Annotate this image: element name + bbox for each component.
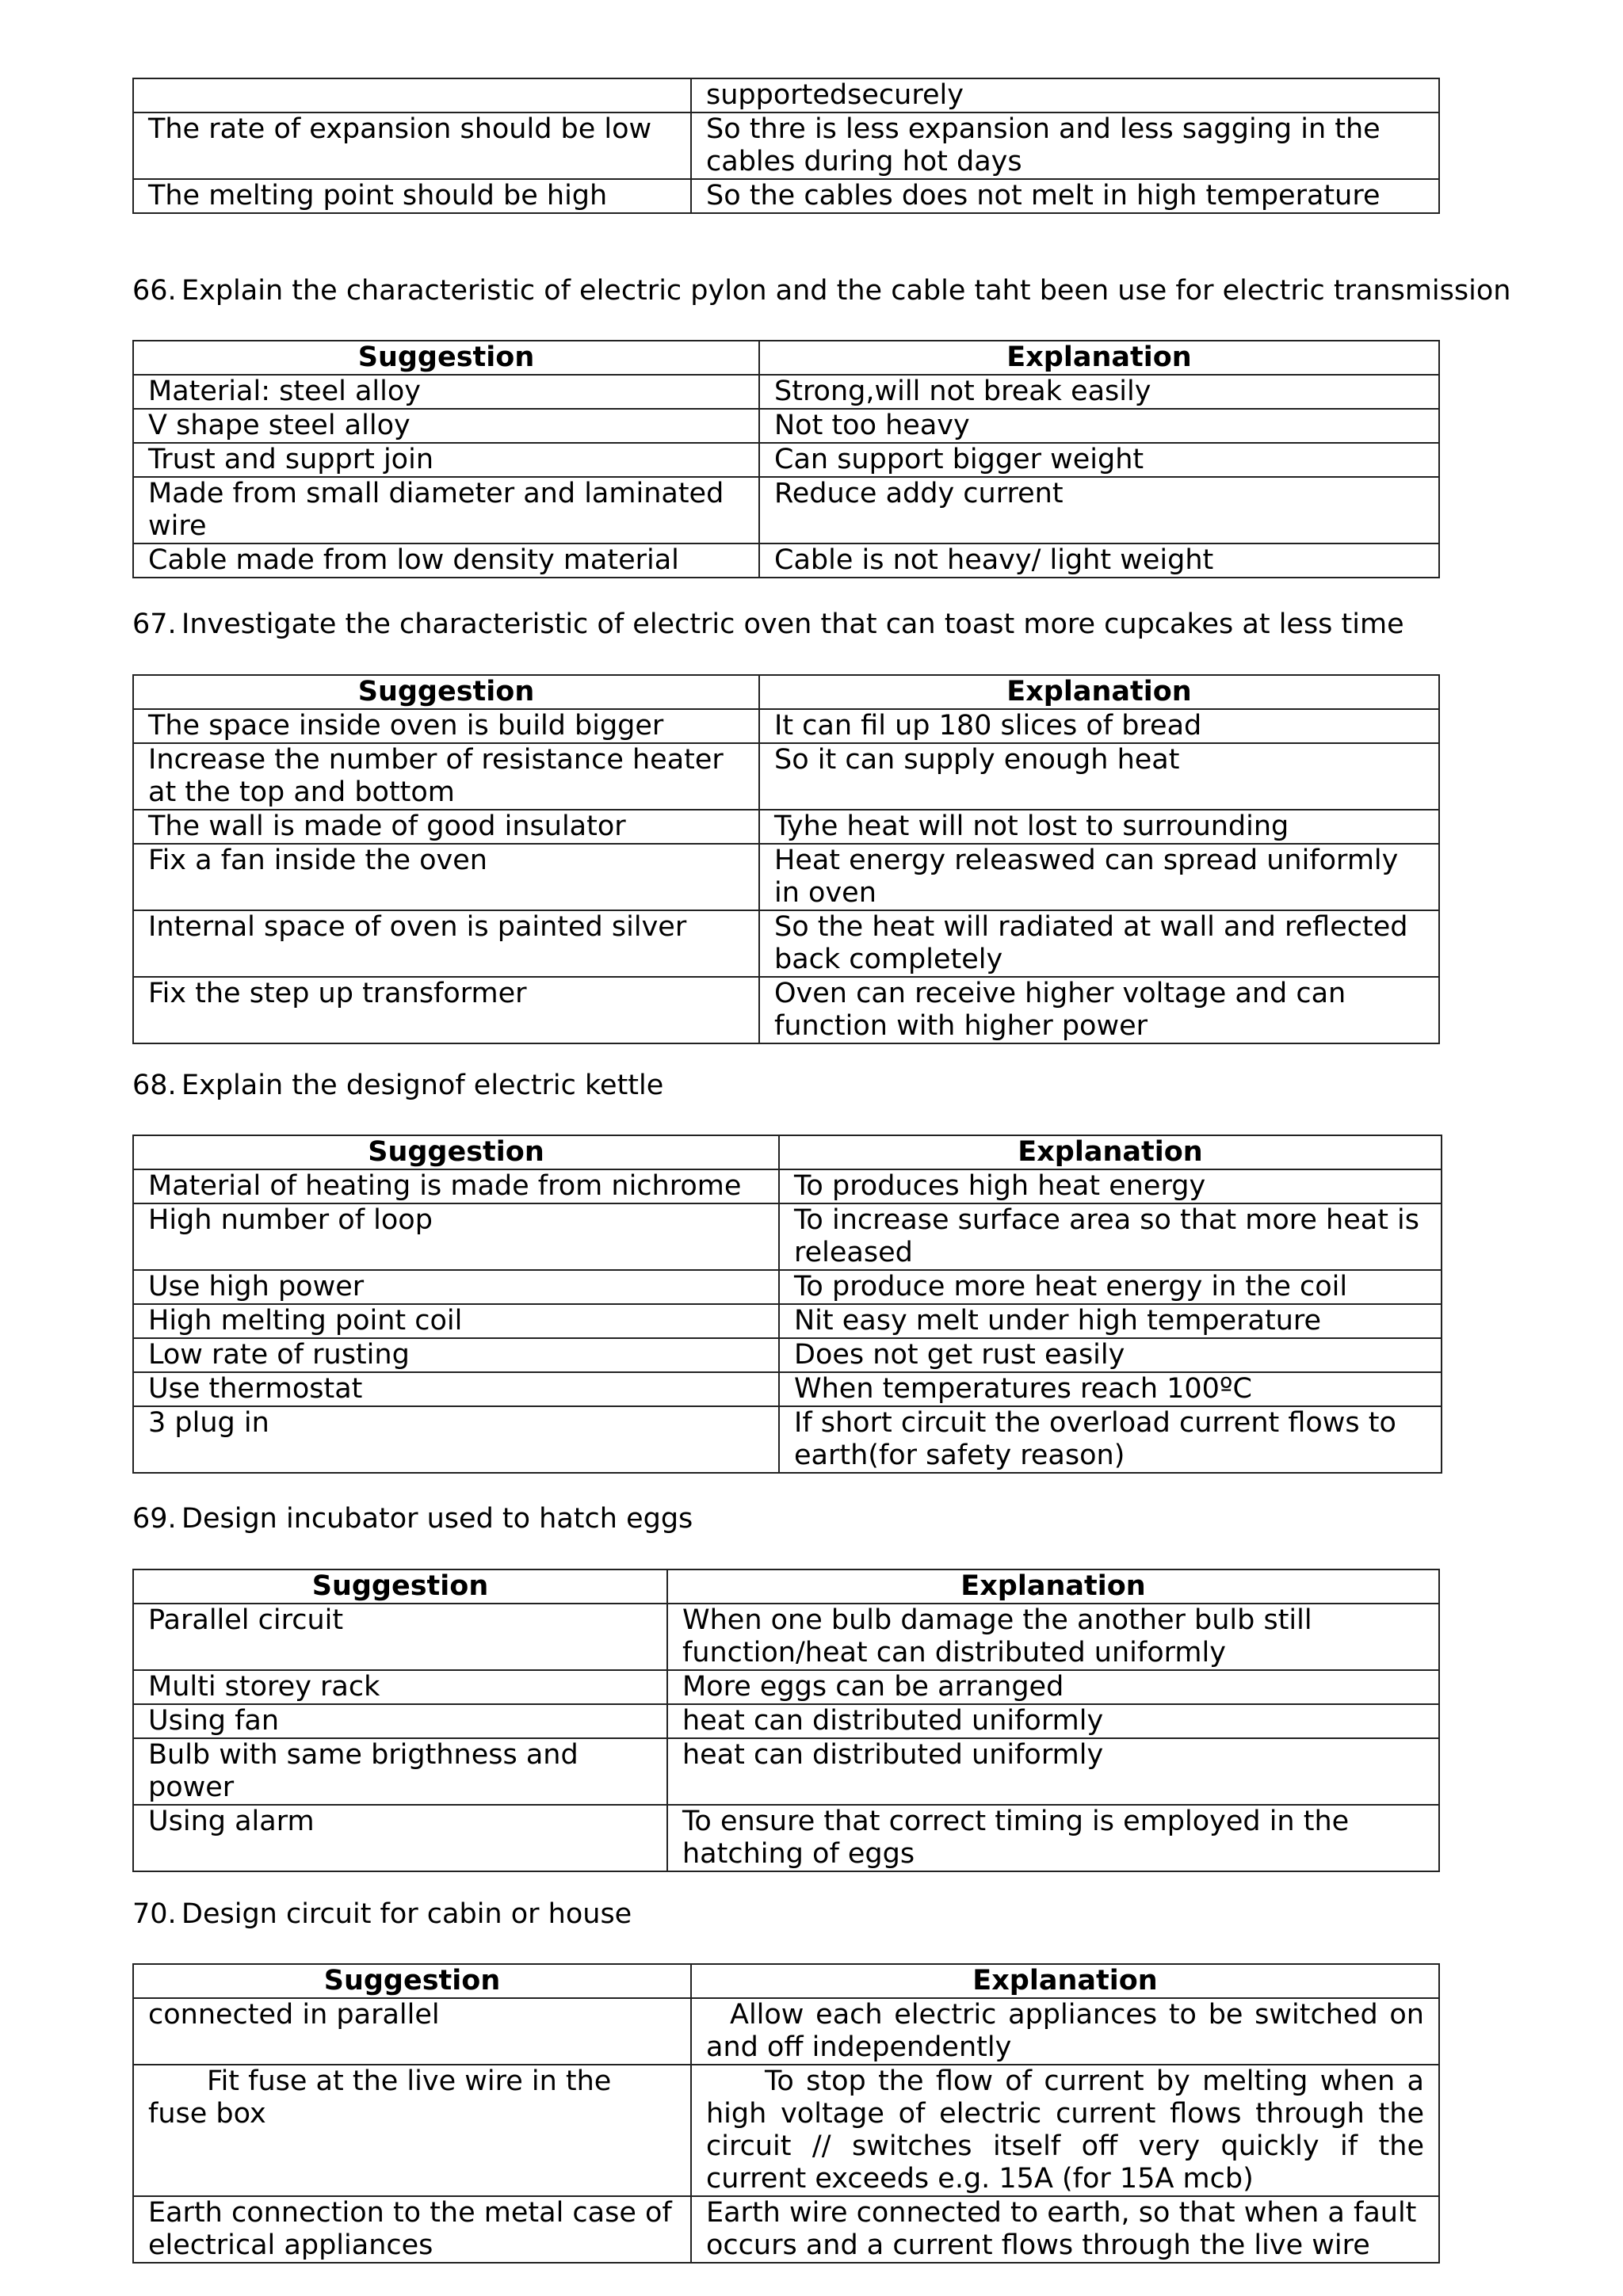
table-cell: Fix the step up transformer: [133, 977, 759, 1043]
table-cell: High melting point coil: [133, 1304, 779, 1338]
column-header: Suggestion: [133, 675, 759, 709]
question-number: 69.: [132, 1503, 177, 1535]
question-67: [132, 608, 1404, 641]
table-cell: V shape steel alloy: [133, 409, 759, 443]
table-header-row: [133, 341, 1439, 375]
table-cell: Does not get rust easily: [779, 1338, 1442, 1372]
column-header: Explanation: [667, 1569, 1439, 1604]
question-number: 66.: [132, 275, 177, 307]
table-row: [133, 709, 1439, 743]
question-number: 67.: [132, 608, 177, 640]
q70-table-container: [132, 1963, 1440, 2264]
table-cell: To produces high heat energy: [779, 1169, 1442, 1203]
q69-table-container: [132, 1569, 1440, 1872]
table-cell: When temperatures reach 100ºC: [779, 1372, 1442, 1406]
table-row: [133, 1738, 1439, 1805]
table-cell: Nit easy melt under high temperature: [779, 1304, 1442, 1338]
column-header: Explanation: [779, 1135, 1442, 1169]
table-cell: Tyhe heat will not lost to surrounding: [759, 810, 1439, 844]
table-header-row: [133, 1569, 1439, 1604]
table-cell: Increase the number of resistance heater at the top and bottom: [133, 743, 759, 810]
column-header: Suggestion: [133, 1569, 667, 1604]
table-cell: [133, 78, 691, 113]
table-row: [133, 1372, 1442, 1406]
table-cell: The space inside oven is build bigger: [133, 709, 759, 743]
question-text: Design circuit for cabin or house: [181, 1898, 632, 1930]
table-cell: [691, 2065, 1439, 2196]
table-row: [133, 743, 1439, 810]
cell-text: Fit fuse at the live wire in the fuse box: [148, 2065, 612, 2130]
table-cell: Can support bigger weight: [759, 443, 1439, 477]
table-row: [133, 2065, 1439, 2196]
q67-table-container: [132, 674, 1440, 1044]
table-cell: More eggs can be arranged: [667, 1670, 1439, 1704]
table-cell: Use thermostat: [133, 1372, 779, 1406]
table-cell: heat can distributed uniformly: [667, 1738, 1439, 1805]
table-cell: 3 plug in: [133, 1406, 779, 1473]
table-cell: To produce more heat energy in the coil: [779, 1270, 1442, 1304]
column-header: Explanation: [691, 1964, 1439, 1998]
table-cell: connected in parallel: [133, 1998, 691, 2065]
question-number: 70.: [132, 1898, 177, 1930]
table-cell: The wall is made of good insulator: [133, 810, 759, 844]
cell-text: Allow each electric appliances to be switched on and off independently: [706, 1999, 1424, 2063]
q67-table: [132, 674, 1440, 1044]
table-cell: Earth connection to the metal case of electrical appliances: [133, 2196, 691, 2263]
q66-table: [132, 340, 1440, 578]
table-row: [133, 810, 1439, 844]
top-table: [132, 78, 1440, 214]
question-70: [132, 1898, 632, 1931]
table-row: [133, 375, 1439, 409]
table-cell: To increase surface area so that more heat is released: [779, 1203, 1442, 1270]
question-text: Explain the designof electric kettle: [181, 1070, 664, 1101]
cell-text: To stop the flow of current by melting when a high voltage of electric current flows through the circuit // switches itself off very quickly if the current exceeds e.g. 15A (for 15A mcb): [706, 2065, 1424, 2195]
q68-table-container: [132, 1135, 1442, 1474]
q69-table: [132, 1569, 1440, 1872]
table-row: [133, 78, 1439, 113]
table-cell: Fix a fan inside the oven: [133, 844, 759, 910]
table-row: [133, 1203, 1442, 1270]
question-text: Explain the characteristic of electric pylon and the cable taht been use for electric transmission: [181, 275, 1511, 307]
table-cell: So the heat will radiated at wall and reflected back completely: [759, 910, 1439, 977]
table-row: [133, 977, 1439, 1043]
table-cell: Trust and supprt join: [133, 443, 759, 477]
column-header: Explanation: [759, 675, 1439, 709]
table-cell: Cable is not heavy/ light weight: [759, 543, 1439, 578]
table-cell: The melting point should be high: [133, 179, 691, 213]
top-table-container: [132, 78, 1440, 214]
q70-table: [132, 1963, 1440, 2264]
table-header-row: [133, 675, 1439, 709]
table-cell: When one bulb damage the another bulb still function/heat can distributed uniformly: [667, 1604, 1439, 1670]
table-cell: Reduce addy current: [759, 477, 1439, 543]
table-cell: Low rate of rusting: [133, 1338, 779, 1372]
table-row: [133, 1704, 1439, 1738]
table-row: [133, 1406, 1442, 1473]
table-cell: High number of loop: [133, 1203, 779, 1270]
table-row: [133, 844, 1439, 910]
table-cell: Not too heavy: [759, 409, 1439, 443]
table-cell: heat can distributed uniformly: [667, 1704, 1439, 1738]
q68-table: [132, 1135, 1442, 1474]
q66-table-container: [132, 340, 1440, 578]
table-row: [133, 443, 1439, 477]
table-row: [133, 1270, 1442, 1304]
question-text: Design incubator used to hatch eggs: [181, 1503, 693, 1535]
table-cell: Multi storey rack: [133, 1670, 667, 1704]
table-row: [133, 113, 1439, 179]
table-cell: Made from small diameter and laminated wire: [133, 477, 759, 543]
table-cell: Using alarm: [133, 1805, 667, 1871]
table-cell: Oven can receive higher voltage and can function with higher power: [759, 977, 1439, 1043]
table-row: [133, 179, 1439, 213]
column-header: Explanation: [759, 341, 1439, 375]
table-row: [133, 2196, 1439, 2263]
table-row: [133, 477, 1439, 543]
column-header: Suggestion: [133, 1964, 691, 1998]
question-66: [132, 275, 1510, 307]
table-header-row: [133, 1135, 1442, 1169]
table-cell: Strong,will not break easily: [759, 375, 1439, 409]
table-cell: It can fil up 180 slices of bread: [759, 709, 1439, 743]
table-cell: Material: steel alloy: [133, 375, 759, 409]
table-row: [133, 1169, 1442, 1203]
table-cell: Using fan: [133, 1704, 667, 1738]
table-cell: If short circuit the overload current flows to earth(for safety reason): [779, 1406, 1442, 1473]
table-cell: Bulb with same brigthness and power: [133, 1738, 667, 1805]
table-row: [133, 1998, 1439, 2065]
table-cell: Cable made from low density material: [133, 543, 759, 578]
table-row: [133, 1338, 1442, 1372]
table-cell: Earth wire connected to earth, so that when a fault occurs and a current flows through the live wire: [691, 2196, 1439, 2263]
table-cell: To ensure that correct timing is employed in the hatching of eggs: [667, 1805, 1439, 1871]
question-69: [132, 1503, 693, 1535]
table-cell: supportedsecurely: [691, 78, 1439, 113]
table-cell: So it can supply enough heat: [759, 743, 1439, 810]
question-68: [132, 1070, 663, 1102]
table-cell: Parallel circuit: [133, 1604, 667, 1670]
table-cell: The rate of expansion should be low: [133, 113, 691, 179]
table-cell: So thre is less expansion and less sagging in the cables during hot days: [691, 113, 1439, 179]
table-row: [133, 910, 1439, 977]
table-row: [133, 1604, 1439, 1670]
table-row: [133, 1304, 1442, 1338]
table-row: [133, 1670, 1439, 1704]
table-cell: So the cables does not melt in high temperature: [691, 179, 1439, 213]
question-text: Investigate the characteristic of electric oven that can toast more cupcakes at less time: [181, 608, 1404, 640]
table-cell: Material of heating is made from nichrome: [133, 1169, 779, 1203]
question-number: 68.: [132, 1070, 177, 1101]
table-cell: [133, 2065, 691, 2196]
column-header: Suggestion: [133, 1135, 779, 1169]
column-header: Suggestion: [133, 341, 759, 375]
table-cell: Use high power: [133, 1270, 779, 1304]
table-row: [133, 1805, 1439, 1871]
table-row: [133, 409, 1439, 443]
table-cell: Heat energy releaswed can spread uniformly in oven: [759, 844, 1439, 910]
table-cell: [691, 1998, 1439, 2065]
table-row: [133, 543, 1439, 578]
table-cell: Internal space of oven is painted silver: [133, 910, 759, 977]
table-header-row: [133, 1964, 1439, 1998]
